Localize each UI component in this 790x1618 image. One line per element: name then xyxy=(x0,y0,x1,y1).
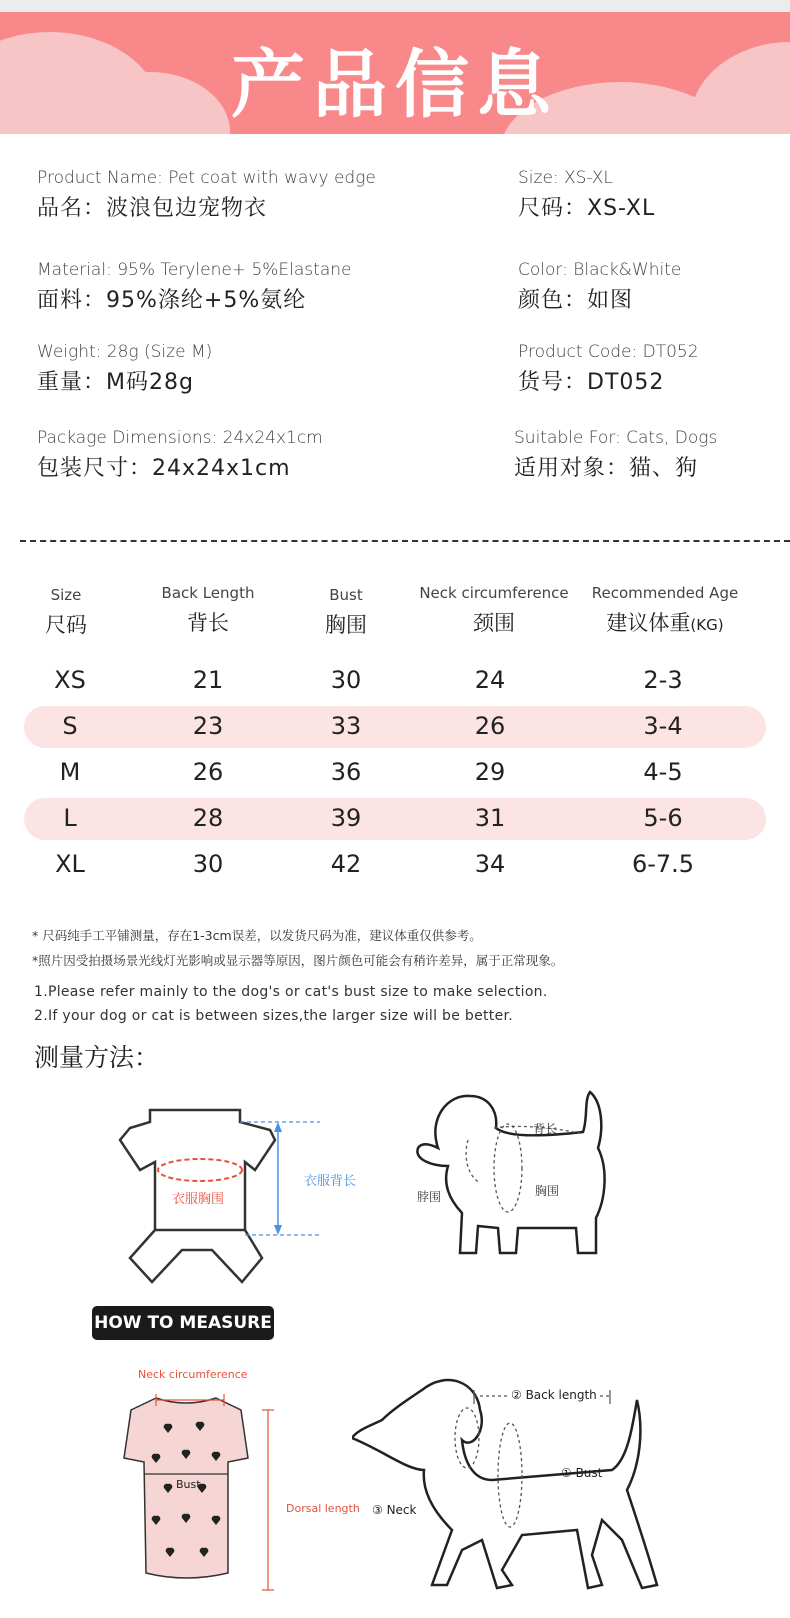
table-cell: 24 xyxy=(474,666,506,694)
info-en: Product Name: Pet coat with wavy edge xyxy=(37,168,376,188)
table-cell: 36 xyxy=(330,758,362,786)
shirt-bust-en-label: Bust xyxy=(176,1478,201,1491)
info-weight xyxy=(37,342,212,396)
header-banner xyxy=(0,12,790,134)
shirt-back-label: 衣服背长 xyxy=(304,1174,357,1189)
dog-bust-label: 胸围 xyxy=(535,1184,560,1198)
table-cell: 31 xyxy=(474,804,506,832)
info-zh: 货号：DT052 xyxy=(518,370,665,395)
table-cell: 33 xyxy=(330,712,362,740)
dog-back-label: 背长 xyxy=(533,1122,558,1136)
table-cell: 4-5 xyxy=(643,758,683,786)
col-header-zh-text: 建议体重 xyxy=(606,611,691,635)
dog-neck-label: 脖围 xyxy=(417,1190,442,1204)
info-material xyxy=(37,260,351,314)
table-row xyxy=(24,706,766,748)
neck-measure-line xyxy=(150,1390,230,1410)
info-en: Product Code: DT052 xyxy=(518,342,699,362)
table-cell: 29 xyxy=(474,758,506,786)
col-header-recommended xyxy=(580,584,750,637)
info-en: Weight: 28g (Size M) xyxy=(37,342,213,362)
col-header-neck xyxy=(404,584,584,637)
col-header-unit: (KG) xyxy=(690,616,724,634)
info-product-code xyxy=(518,342,699,396)
neck-label: ③ Neck xyxy=(372,1503,417,1517)
col-header-en: Recommended Age xyxy=(591,584,739,602)
col-header-zh: 背长 xyxy=(187,611,229,635)
how-to-measure-badge: HOW TO MEASURE xyxy=(92,1306,274,1340)
table-cell: 3-4 xyxy=(643,712,683,740)
page-title: 产品信息 xyxy=(231,42,559,128)
table-row xyxy=(24,844,766,886)
bust-label: ① Bust xyxy=(561,1466,603,1480)
section-divider xyxy=(20,540,790,542)
table-cell: M xyxy=(59,758,81,786)
table-cell: 2-3 xyxy=(643,666,683,694)
col-header-en: Size xyxy=(50,586,82,604)
col-header-size xyxy=(26,586,106,639)
table-cell: 34 xyxy=(474,850,506,878)
table-cell: 26 xyxy=(474,712,506,740)
note-zh-2: *照片因受拍摄场景光线灯光影响或显示器等原因，图片颜色可能会有稍许差异，属于正常现象。 xyxy=(32,953,564,968)
table-cell: XS xyxy=(54,666,86,694)
measure-title: 测量方法： xyxy=(34,1043,160,1072)
table-cell: 30 xyxy=(330,666,362,694)
table-cell: 39 xyxy=(330,804,362,832)
col-header-back-length xyxy=(128,584,288,637)
col-header-en: Bust xyxy=(329,586,363,604)
note-en-1: 1.Please refer mainly to the dog's or cat's bust size to make selection. xyxy=(34,984,548,1000)
info-zh: 适用对象：猫、狗 xyxy=(514,456,699,481)
info-zh: 颜色：如图 xyxy=(518,288,634,313)
info-product-name xyxy=(37,168,376,222)
table-cell: 21 xyxy=(192,666,224,694)
table-cell: 42 xyxy=(330,850,362,878)
col-header-zh: 尺码 xyxy=(45,613,87,637)
back-length-label: ② Back length xyxy=(511,1388,597,1402)
table-cell: L xyxy=(63,804,77,832)
col-header-bust xyxy=(266,586,426,639)
dog-outline-illustration xyxy=(408,1088,628,1263)
info-zh: 尺码：XS-XL xyxy=(518,196,656,221)
table-cell: XL xyxy=(55,850,85,878)
info-en: Package Dimensions: 24x24x1cm xyxy=(37,428,323,448)
table-row xyxy=(24,798,766,840)
table-row xyxy=(24,752,766,794)
table-cell: 28 xyxy=(192,804,224,832)
table-cell: 26 xyxy=(192,758,224,786)
info-zh: 包装尺寸：24x24x1cm xyxy=(37,456,291,481)
note-zh-1: * 尺码纯手工平铺测量，存在1-3cm误差，以发货尺码为准，建议体重仅供参考。 xyxy=(32,928,482,943)
col-header-zh: 胸围 xyxy=(325,613,367,637)
col-header-en: Neck circumference xyxy=(419,584,569,602)
table-cell: 23 xyxy=(192,712,224,740)
info-en: Material: 95% Terylene+ 5%Elastane xyxy=(37,260,352,280)
shirt-bust-label: 衣服胸围 xyxy=(172,1192,225,1207)
info-en: Size: XS-XL xyxy=(518,168,613,188)
info-zh: 面料：95%涤纶+5%氨纶 xyxy=(37,288,307,313)
table-cell: S xyxy=(62,712,78,740)
info-suitable xyxy=(514,428,717,482)
col-header-en: Back Length xyxy=(161,584,255,602)
neck-circumference-label: Neck circumference xyxy=(138,1368,248,1381)
note-en-2: 2.If your dog or cat is between sizes,the larger size will be better. xyxy=(34,1008,514,1024)
info-zh: 品名：波浪包边宠物衣 xyxy=(37,196,268,221)
info-en: Suitable For: Cats, Dogs xyxy=(514,428,718,448)
info-zh: 重量：M码28g xyxy=(37,370,194,395)
table-row xyxy=(24,660,766,702)
table-cell: 5-6 xyxy=(643,804,683,832)
table-cell: 6-7.5 xyxy=(631,850,695,878)
col-header-zh xyxy=(580,607,750,637)
col-header-zh: 颈围 xyxy=(473,611,515,635)
top-strip xyxy=(0,0,790,12)
dorsal-measure-line xyxy=(260,1408,276,1592)
info-package xyxy=(37,428,323,482)
shirt-outline-illustration xyxy=(110,1100,370,1290)
info-size xyxy=(518,168,655,222)
dog-side-illustration xyxy=(352,1370,682,1600)
info-color xyxy=(518,260,681,314)
info-en: Color: Black&White xyxy=(518,260,682,280)
dorsal-length-label: Dorsal length xyxy=(286,1502,360,1515)
table-cell: 30 xyxy=(192,850,224,878)
